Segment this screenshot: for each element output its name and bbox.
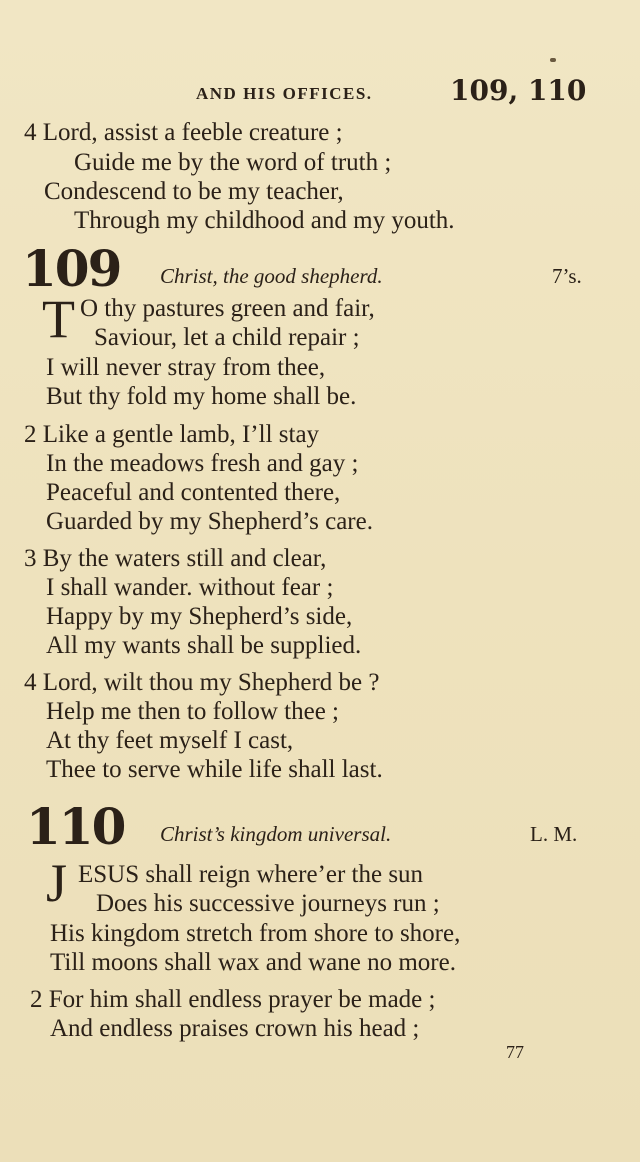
drop-cap: T: [42, 289, 75, 349]
verse-line: 4 Lord, wilt thou my Shepherd be ?: [24, 669, 380, 696]
verse-line: 4 Lord, assist a feeble creature ;: [24, 119, 343, 146]
verse-line: In the meadows fresh and gay ;: [46, 450, 359, 477]
drop-cap: J: [46, 853, 68, 913]
verse-line: Through my childhood and my youth.: [74, 207, 455, 234]
verse-line: Peaceful and contented there,: [46, 479, 341, 506]
verse-line: 2 For him shall endless prayer be made ;: [30, 986, 436, 1013]
verse-line: His kingdom stretch from shore to shore,: [50, 920, 461, 947]
hymn-meter: L. M.: [530, 822, 578, 846]
page-number: 77: [506, 1042, 524, 1062]
ink-mark: [550, 58, 556, 62]
verse-line: Guide me by the word of truth ;: [74, 149, 392, 176]
running-head-title: AND HIS OFFICES.: [196, 84, 373, 103]
hymn-title: Christ’s kingdom universal.: [160, 822, 392, 846]
running-head: [0, 74, 600, 110]
verse-line: Guarded by my Shepherd’s care.: [46, 508, 373, 535]
hymn-meter: 7’s.: [552, 264, 582, 288]
verse-line: Till moons shall wax and wane no more.: [50, 949, 456, 976]
hymn-number: 109: [22, 239, 121, 298]
verse-line: I will never stray from thee,: [46, 354, 326, 381]
verse-line: Happy by my Shepherd’s side,: [46, 603, 353, 630]
hymn-number: 110: [26, 797, 125, 856]
verse-line: All my wants shall be supplied.: [46, 632, 362, 659]
verse-line: Does his successive journeys run ;: [96, 890, 440, 917]
verse-line: ESUS shall reign where’er the sun: [78, 861, 424, 888]
verse-line: 2 Like a gentle lamb, I’ll stay: [24, 421, 320, 448]
running-head-hymn-numbers: 109, 110: [450, 74, 587, 107]
verse-line: I shall wander. without fear ;: [46, 574, 334, 601]
verse-line: Thee to serve while life shall last.: [46, 756, 383, 783]
verse-line: Condescend to be my teacher,: [44, 178, 344, 205]
verse-line: 3 By the waters still and clear,: [24, 545, 327, 572]
verse-line: Saviour, let a child repair ;: [94, 324, 360, 351]
verse-line: At thy feet myself I cast,: [46, 727, 294, 754]
verse-line: Help me then to follow thee ;: [46, 698, 339, 725]
verse-line: But thy fold my home shall be.: [46, 383, 357, 410]
verse-line: And endless praises crown his head ;: [50, 1015, 420, 1042]
hymn-title: Christ, the good shepherd.: [160, 264, 383, 288]
verse-line: O thy pastures green and fair,: [80, 295, 375, 322]
